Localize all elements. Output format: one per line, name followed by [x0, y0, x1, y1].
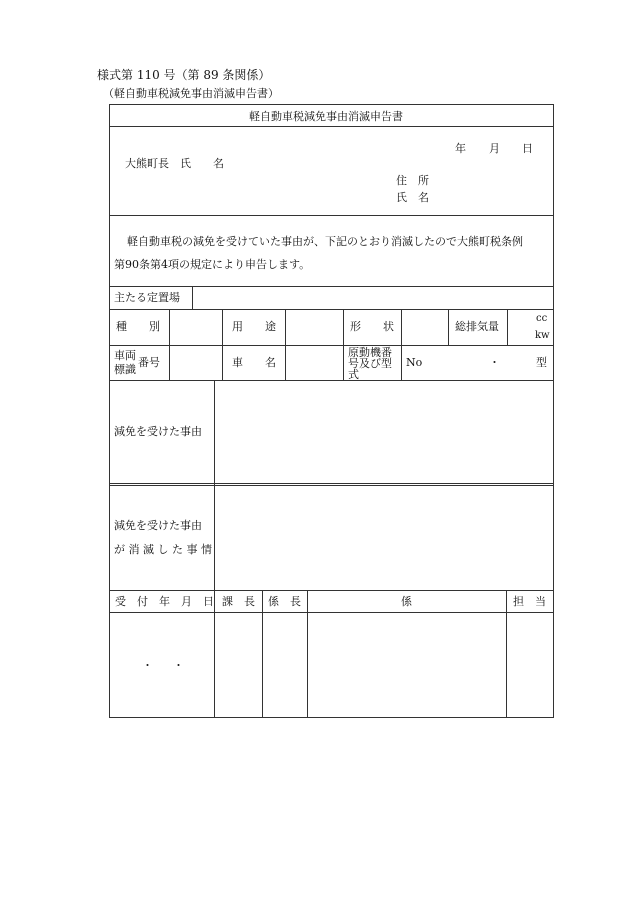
received-date-dot-1: ・: [142, 659, 153, 672]
office-header-divider: [109, 612, 554, 613]
row2-divider: [109, 380, 554, 381]
applicant-divider: [109, 215, 554, 216]
section-chief-label: 課 長: [222, 595, 255, 608]
staff-label: 係: [401, 595, 412, 608]
grid-v-7: [507, 309, 508, 345]
storage-location-label: 主たる定置場: [114, 291, 180, 304]
date-month-label: 月: [489, 142, 500, 155]
office-v-2: [307, 590, 308, 718]
applicant-name-label: 氏 名: [396, 191, 429, 204]
plate-label-3: 番号: [138, 356, 160, 369]
form-title: 軽自動車税減免事由消滅申告書: [249, 110, 403, 123]
label-column-divider: [214, 380, 215, 718]
grid-v-6: [448, 309, 449, 345]
reason-double-divider: [109, 483, 554, 486]
address-label: 住 所: [396, 174, 429, 187]
date-year-label: 年: [455, 142, 466, 155]
subsection-chief-label: 係 長: [268, 595, 301, 608]
unit-kw: kw: [535, 330, 550, 341]
engine-number-label: 原動機番号及び型式: [348, 346, 392, 381]
form-subtitle: （軽自動車税減免事由消滅申告書）: [103, 87, 279, 100]
row1-divider: [109, 345, 554, 346]
date-day-label: 日: [522, 142, 533, 155]
circumstance-divider: [109, 590, 554, 591]
office-v-3: [506, 590, 507, 718]
title-divider: [109, 126, 554, 127]
unit-cc: cc: [536, 313, 548, 324]
office-v-1: [262, 590, 263, 718]
exemption-reason-label: 減免を受けた事由: [114, 425, 202, 438]
use-label: 用 途: [232, 320, 276, 333]
displacement-label: 総排気量: [455, 320, 499, 333]
circumstance-label-1: 減免を受けた事由: [114, 519, 202, 532]
shape-label: 形 状: [350, 320, 394, 333]
statement-line-2: 第90条第4項の規定により申告します。: [114, 258, 311, 271]
location-divider-v: [192, 286, 193, 309]
form-number: 様式第 110 号（第 89 条関係）: [97, 68, 271, 82]
statement-divider: [109, 286, 554, 287]
model-label: 型: [536, 356, 547, 369]
form-frame: [109, 104, 554, 718]
engine-dot: ・: [489, 356, 500, 369]
plate-label-1: 車両: [114, 349, 136, 362]
location-divider: [109, 309, 554, 310]
circumstance-label-2: が 消 滅 し た 事 情: [114, 543, 212, 556]
received-date-label: 受 付 年 月 日: [115, 595, 214, 608]
addressee: 大熊町長 氏 名: [125, 157, 224, 170]
statement-line-1: 軽自動車税の減免を受けていた事由が、下記のとおり消滅したので大熊町税条例: [127, 235, 523, 248]
type-label: 種 別: [116, 320, 160, 333]
received-date-dot-2: ・: [173, 659, 184, 672]
plate-label-2: 標識: [114, 363, 136, 376]
car-name-label: 車 名: [232, 356, 276, 369]
person-in-charge-label: 担 当: [513, 595, 546, 608]
engine-no-label: No: [406, 356, 423, 369]
